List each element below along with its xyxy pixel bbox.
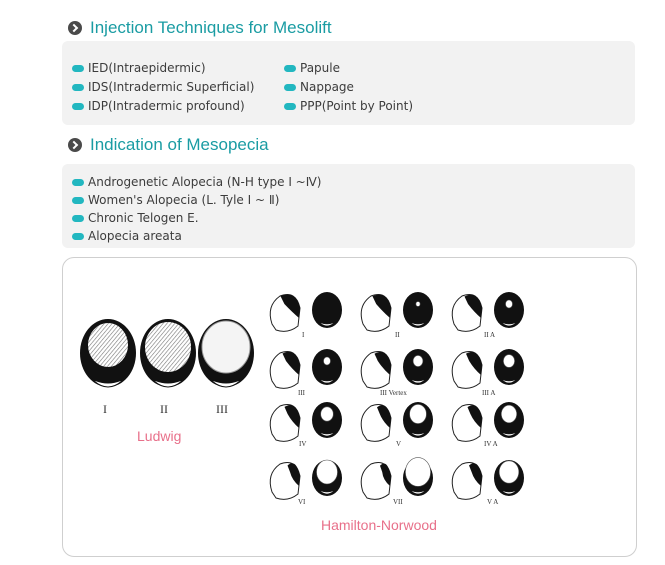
hn-head-pair <box>452 349 524 388</box>
hn-stage-label: VI <box>298 498 306 506</box>
bullet-icon <box>72 197 84 204</box>
hn-head-pair <box>361 292 433 331</box>
hn-stage-label: V <box>396 440 402 448</box>
hn-head-pair <box>361 458 433 500</box>
hn-stage-label: IV <box>299 440 307 448</box>
hn-head-pair <box>452 292 524 331</box>
hn-stage-label: III A <box>482 389 496 397</box>
section-title-indication <box>68 135 269 155</box>
list-item: Nappage <box>284 80 354 94</box>
hn-head-pair <box>452 402 524 441</box>
ludwig-stage-label: I <box>103 402 107 416</box>
hn-stage-label: VII <box>393 498 403 506</box>
hn-stage-label: V A <box>487 498 499 506</box>
hn-head-pair <box>270 292 342 331</box>
chevron-right-icon <box>68 21 82 35</box>
section-title-text: Indication of Mesopecia <box>90 135 269 154</box>
bullet-icon <box>72 103 84 110</box>
list-item: IDS(Intradermic Superficial) <box>72 80 254 94</box>
bullet-icon <box>72 215 84 222</box>
hn-head-pair <box>361 402 433 441</box>
hamilton-norwood-illustration <box>262 288 532 508</box>
section-title-text: Injection Techniques for Mesolift <box>90 18 332 37</box>
bullet-icon <box>72 233 84 240</box>
hn-head-pair <box>270 460 342 499</box>
hamilton-norwood-caption: Hamilton-Norwood <box>321 517 437 533</box>
ludwig-stage-label: III <box>216 402 228 416</box>
list-item: PPP(Point by Point) <box>284 99 413 113</box>
hn-head-pair <box>452 460 524 499</box>
bullet-icon <box>72 65 84 72</box>
hn-stage-label: I <box>302 331 305 339</box>
list-item: IDP(Intradermic profound) <box>72 99 245 113</box>
hn-head-pair <box>361 349 433 388</box>
hn-stage-label: III <box>298 389 305 397</box>
ludwig-illustration <box>78 317 263 397</box>
list-item: Papule <box>284 61 340 75</box>
bullet-icon <box>284 84 296 91</box>
hn-head-pair <box>270 402 342 441</box>
bullet-icon <box>72 179 84 186</box>
ludwig-caption: Ludwig <box>137 428 182 444</box>
list-item: Androgenetic Alopecia (N-H type Ⅰ ~Ⅳ) <box>72 175 321 189</box>
hn-stage-label: III Vertex <box>380 389 407 397</box>
list-item: Chronic Telogen E. <box>72 211 199 225</box>
hn-head-pair <box>270 349 342 388</box>
chevron-right-icon <box>68 138 82 152</box>
bullet-icon <box>284 65 296 72</box>
list-item: IED(Intraepidermic) <box>72 61 206 75</box>
section-title-injection <box>68 18 332 38</box>
list-item: Women's Alopecia (L. Tyle Ⅰ ~ Ⅱ) <box>72 193 279 207</box>
bullet-icon <box>72 84 84 91</box>
ludwig-stage-label: II <box>160 402 168 416</box>
hn-stage-label: II A <box>484 331 496 339</box>
hn-stage-label: IV A <box>484 440 498 448</box>
bullet-icon <box>284 103 296 110</box>
hn-stage-label: II <box>395 331 400 339</box>
list-item: Alopecia areata <box>72 229 182 243</box>
